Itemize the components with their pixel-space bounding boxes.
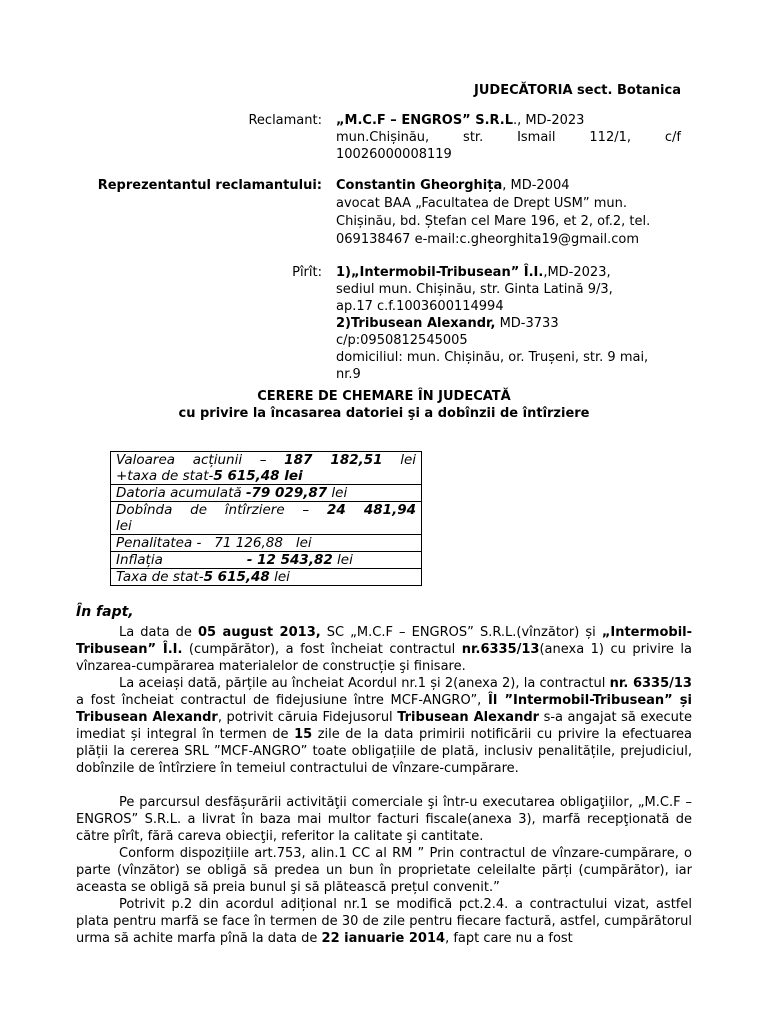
table-row: Datoria acumulată -79 029,87 lei xyxy=(111,485,422,502)
document-title xyxy=(0,388,768,422)
paragraph: Conform dispozițiile art.753, alin.1 CC al RM ” Prin contractul de vînzare-cumpărare, o parte (vînzător) se obligă să predea un bun în proprietate celeilalte părți (cumpărător), iar aceasta se obligă să preia bunul şi să plătească prețul convenit.” xyxy=(76,846,692,895)
table-row: Taxa de stat-5 615,48 lei xyxy=(111,569,422,586)
title-line-1: CERERE DE CHEMARE ÎN JUDECATĂ xyxy=(257,389,511,404)
court-name: JUDECĂTORIA sect. Botanica xyxy=(474,83,681,98)
table-row: Penalitatea - 71 126,88 lei xyxy=(111,535,422,552)
defendant-details: 1)„Intermobil-Tribusean” Î.I.,MD-2023, sediul mun. Chișinău, str. Ginta Latină 9/3, ap.17 c.f.1003600114994 2)Tribusean Alexandr, MD-3733 c/p:0950812545005 domiciliul: mun. Chișinău, or. Trușeni, str. 9 mai, nr.9 xyxy=(336,265,649,382)
plaintiff-label: Reclamant: xyxy=(248,113,322,128)
defendant-label: Pîrît: xyxy=(292,265,322,280)
plaintiff-name: „M.C.F – ENGROS” S.R.L xyxy=(336,113,514,128)
paragraph: La data de 05 august 2013, SC „M.C.F – ENGROS” S.R.L.(vînzător) și „Intermobil-Tribusean” Î.I. (cumpărător), a fost încheiat contractul nr.6335/13(anexa 1) cu privire la vînzarea-cumpărarea materialelor de construcție şi finisare. xyxy=(76,625,692,674)
section-heading: În fapt, xyxy=(76,604,134,620)
representative-name: Constantin Gheorghița xyxy=(336,178,503,193)
defendant-1-name: 1)„Intermobil-Tribusean” Î.I. xyxy=(336,265,544,280)
table-row: Inflația - 12 543,82 lei xyxy=(111,552,422,569)
representative-details: Constantin Gheorghița, MD-2004 avocat BAA „Facultatea de Drept USM” mun. Chișinău, bd. Ștefan cel Mare 196, et 2, of.2, tel. 069138467 e-mail:c.gheorghita19@gmail.com xyxy=(336,178,651,247)
amounts-table xyxy=(110,451,422,586)
paragraph: Pe parcursul desfășurării activităţii comerciale şi într-u executarea obligaţiilor, „M.C.F – ENGROS” S.R.L. a livrat în baza mai multor facturi fiscale(anexa 3), marfă recepţionată de către pîrît, fără careva obiecţii, referitor la calitate şi cantitate. xyxy=(76,795,692,844)
body-text xyxy=(76,624,692,947)
table-row: Dobînda de întîrziere – 24 481,94 lei xyxy=(111,502,422,535)
table-row: Valoarea acțiunii – 187 182,51 lei +taxa de stat-5 615,48 lei xyxy=(111,452,422,485)
paragraph: Potrivit p.2 din acordul adițional nr.1 se modifică pct.2.4. a contractului vizat, astfel plata pentru marfă se face în termen de 30 de zile pentru fiecare factură, astfel, cumpărătorul urma să achite marfa pînă la data de 22 ianuarie 2014, fapt care nu a fost xyxy=(76,897,692,946)
plaintiff-details: „M.C.F – ENGROS” S.R.L., MD-2023 mun.Chișinău, str. Ismail 112/1, c/f 10026000008119 xyxy=(336,113,681,162)
title-line-2: cu privire la încasarea datoriei şi a dobînzii de întîrziere xyxy=(178,406,590,421)
paragraph: La aceiași dată, părțile au încheiat Acordul nr.1 și 2(anexa 2), la contractul nr. 6335/13 a fost încheiat contractul de fidejusiune între MCF-ANGRO”, Îl ”Intermobil-Tribusean” și Tribusean Alexandr, potrivit căruia Fidejusorul Tribusean Alexandr s-a angajat să execute imediat și integral în termen de 15 zile de la data primirii notificării cu privire la efectuarea plății la cererea SRL ”MCF-ANGRO” toate obligațiile de plată, inclusiv penalitățile, prejudiciul, dobînzile de întîrziere în temeiul contractului de vînzare-cumpărare. xyxy=(76,676,693,776)
representative-label: Reprezentantul reclamantului: xyxy=(97,178,322,193)
defendant-2-name: 2)Tribusean Alexandr, xyxy=(336,316,496,331)
